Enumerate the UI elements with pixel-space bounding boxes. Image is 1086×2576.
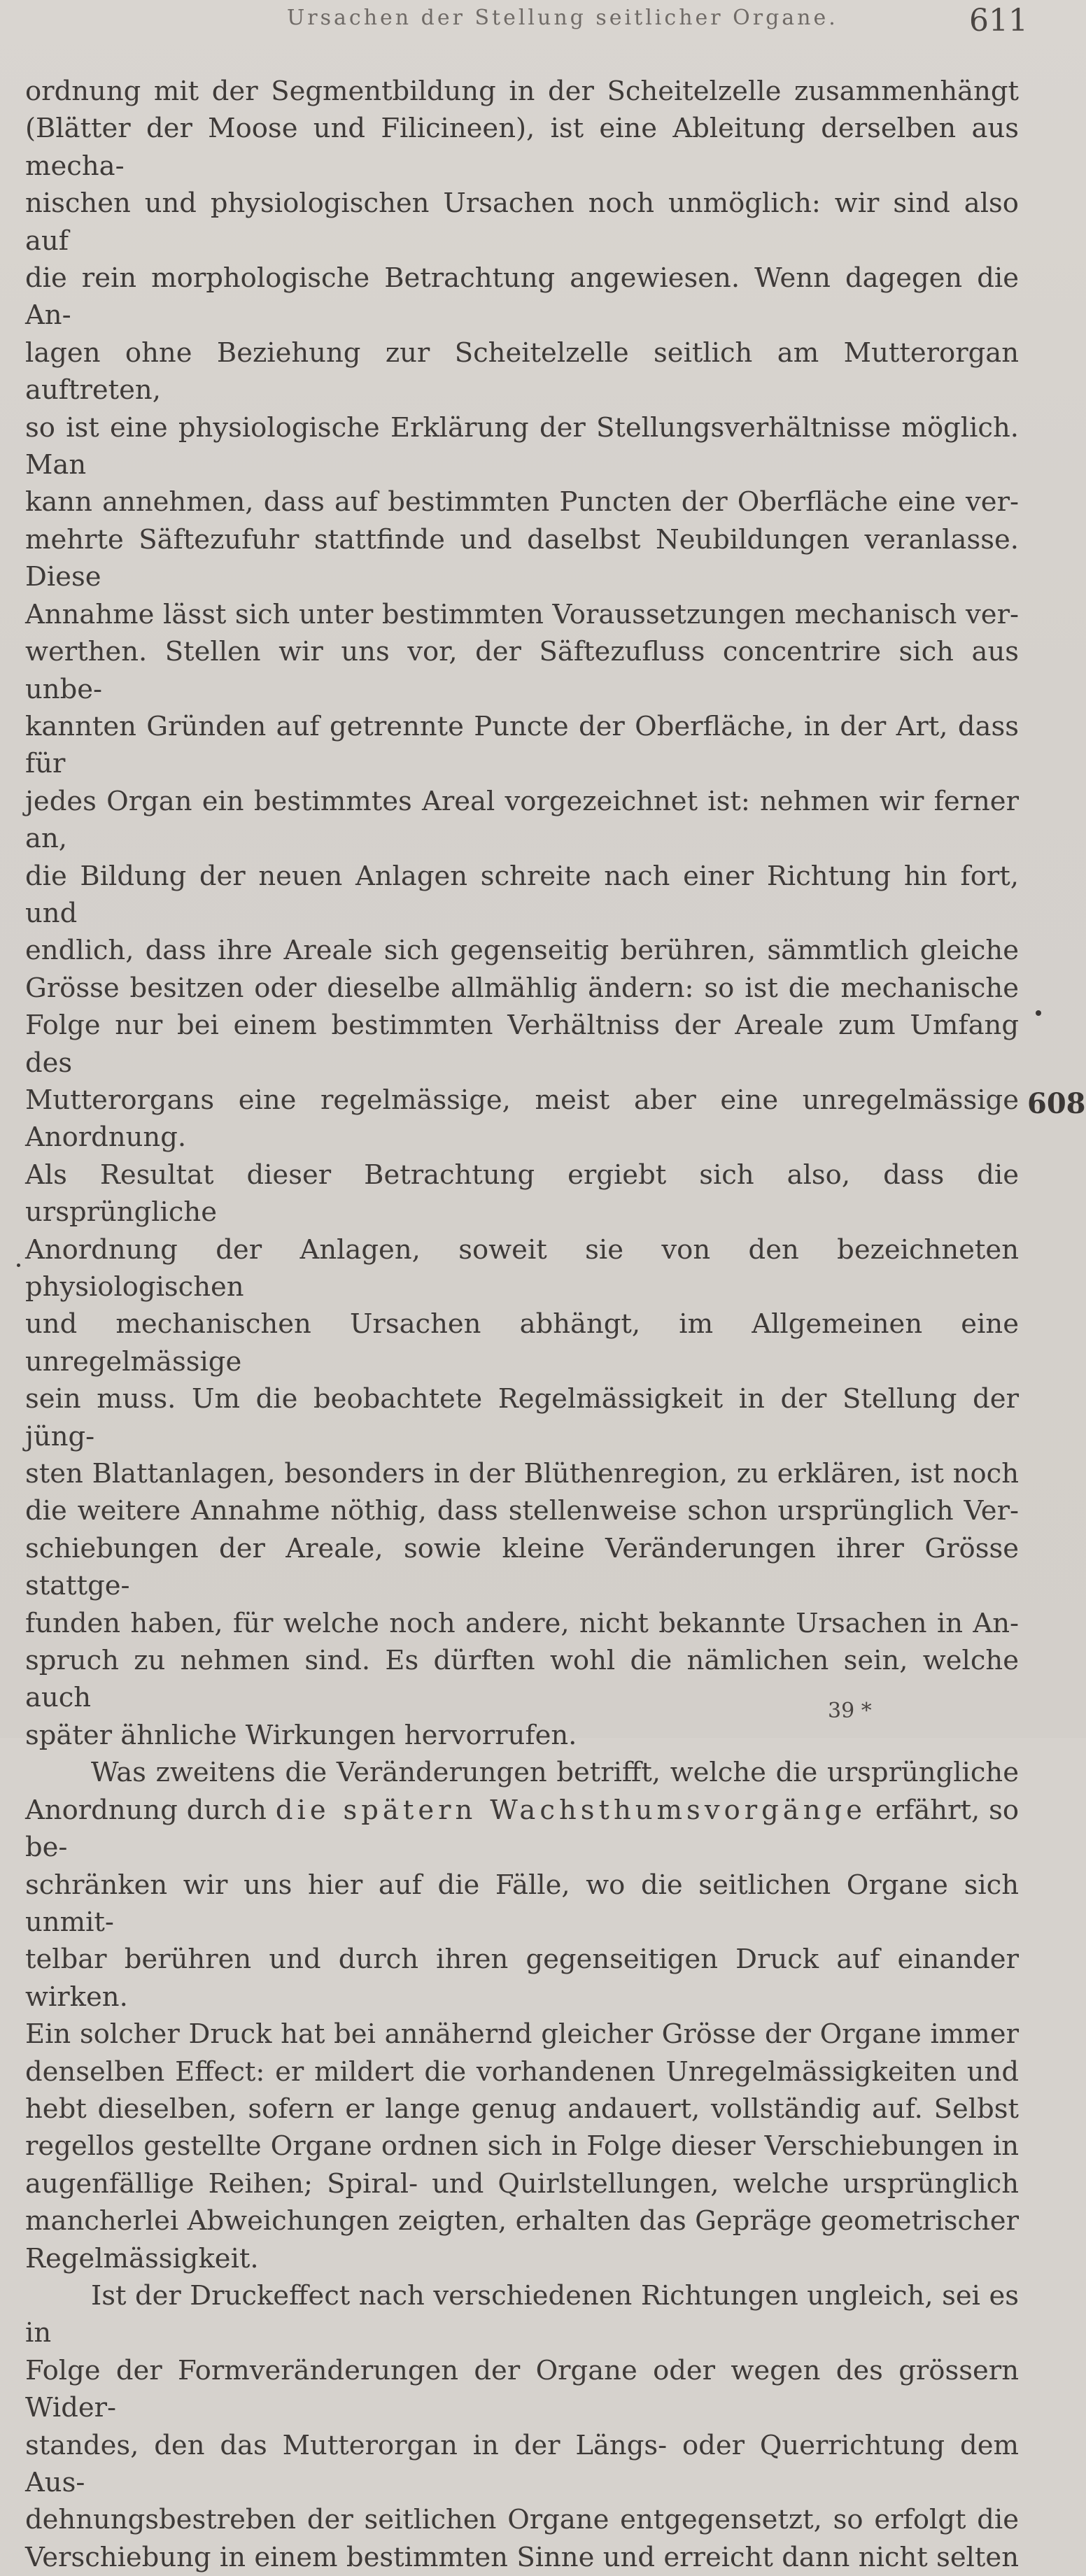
text-line: schiebungen der Areale, sowie kleine Veränderungen ihrer Grösse stattge- — [25, 1532, 1019, 1602]
text-line: sein muss. Um die beobachtete Regelmässigkeit in der Stellung der jüng- — [25, 1383, 1019, 1452]
text-line: hebt dieselben, sofern er lange genug andauert, vollständig auf. Selbst — [25, 2093, 1019, 2125]
text-line: schränken wir uns hier auf die Fälle, wo die seitlichen Organe sich unmit- — [25, 1869, 1019, 1938]
text-line: Folge der Formveränderungen der Organe oder wegen des grössern Wider- — [25, 2354, 1019, 2424]
text-line: endlich, dass ihre Areale sich gegenseitig berühren, sämmtlich gleiche — [25, 935, 1019, 967]
text-line: Anordnung der Anlagen, soweit sie von den bezeichneten physiologischen — [25, 1233, 1019, 1303]
paragraph-first-line: Was zweitens die Veränderungen betrifft, welche die ursprüngliche — [91, 1757, 1019, 1789]
text-line: regellos gestellte Organe ordnen sich in Folge dieser Verschiebungen in — [25, 2130, 1019, 2163]
signature-mark: 39 * — [828, 1699, 872, 1723]
text-line: augenfällige Reihen; Spiral- und Quirlstellungen, welche ursprünglich — [25, 2167, 1019, 2200]
margin-dot-mark — [1036, 1010, 1041, 1016]
text-line: Mutterorgans eine regelmässige, meist aber eine unregelmässige Anordnung. — [25, 1084, 1019, 1154]
text-line: standes, den das Mutterorgan in der Längs- oder Querrichtung dem Aus- — [25, 2429, 1019, 2498]
text-line: (Blätter der Moose und Filicineen), ist eine Ableitung derselben aus mecha- — [25, 113, 1019, 182]
text-line: mehrte Säftezufuhr stattfinde und daselbst Neubildungen veranlasse. Diese — [25, 523, 1019, 593]
text-line: kannten Gründen auf getrennte Puncte der Oberfläche, in der Art, dass für — [25, 710, 1019, 780]
text-line: dehnungsbestreben der seitlichen Organe entgegensetzt, so erfolgt die — [25, 2504, 1019, 2536]
text-line: Grösse besitzen oder dieselbe allmählig ändern: so ist die mechanische — [25, 972, 1019, 1004]
text-line: Als Resultat dieser Betrachtung ergiebt sich also, dass die ursprüngliche — [25, 1159, 1019, 1229]
text-line: die weitere Annahme nöthig, dass stellenweise schon ursprünglich Ver- — [25, 1495, 1019, 1527]
text-line: funden haben, für welche noch andere, nicht bekannte Ursachen in An- — [25, 1607, 1019, 1639]
text-line: telbar berühren und durch ihren gegenseitigen Druck auf einander wirken. — [25, 1944, 1019, 2013]
text-line: ordnung mit der Segmentbildung in der Scheitelzelle zusammenhängt — [25, 76, 1019, 107]
running-title: Ursachen der Stellung seitlicher Organe. — [287, 6, 838, 30]
text-line: die rein morphologische Betrachtung angewiesen. Wenn dagegen die An- — [25, 262, 1019, 332]
text-line: denselben Effect: er mildert die vorhandenen Unregelmässigkeiten und — [25, 2055, 1019, 2088]
text-line: jedes Organ ein bestimmtes Areal vorgezeichnet ist: nehmen wir ferner an, — [25, 785, 1019, 855]
text-line: spruch zu nehmen sind. Es dürften wohl die nämlichen sein, welche auch — [25, 1645, 1019, 1714]
margin-dot-mark — [17, 1264, 20, 1267]
text-span: erfährt, so be- — [25, 1794, 1020, 1864]
text-line: Regelmässigkeit. — [25, 2242, 259, 2274]
text-line: Folge nur bei einem bestimmten Verhältniss der Areale zum Umfang des — [25, 1010, 1019, 1079]
text-line: Annahme lässt sich unter bestimmten Voraussetzungen mechanisch ver- — [25, 598, 1019, 630]
text-line-with-emphasis — [25, 1792, 1019, 1867]
body-text — [25, 73, 1019, 2576]
text-line: und mechanischen Ursachen abhängt, im Allgemeinen eine unregelmässige — [25, 1308, 1019, 1378]
text-line: Verschiebung in einem bestimmten Sinne und erreicht dann nicht selten — [25, 2541, 1019, 2573]
text-line: so ist eine physiologische Erklärung der Stellungsverhältnisse möglich. Man — [25, 411, 1019, 481]
margin-section-number: 608 — [1027, 1087, 1086, 1120]
emphasized-phrase: die spätern Wachsthumsvorgänge — [275, 1794, 866, 1826]
text-line: lagen ohne Beziehung zur Scheitelzelle seitlich am Mutterorgan auftreten, — [25, 337, 1019, 406]
text-span: Anordnung durch — [25, 1794, 276, 1826]
text-line: später ähnliche Wirkungen hervorrufen. — [25, 1719, 577, 1751]
text-line: die Bildung der neuen Anlagen schreite nach einer Richtung hin fort, und — [25, 860, 1019, 929]
text-line: nischen und physiologischen Ursachen noch unmöglich: wir sind also auf — [25, 187, 1019, 257]
text-line: werthen. Stellen wir uns vor, der Säftezufluss concentrire sich aus unbe- — [25, 636, 1019, 705]
text-line: sten Blattanlagen, besonders in der Blüthenregion, zu erklären, ist noch — [25, 1458, 1019, 1490]
text-line: mancherlei Abweichungen zeigten, erhalten das Gepräge geometrischer — [25, 2205, 1019, 2237]
page-number: 611 — [969, 3, 1028, 38]
text-line: Ein solcher Druck hat bei annähernd gleicher Grösse der Organe immer — [25, 2018, 1019, 2051]
paragraph-first-line: Ist der Druckeffect nach verschiedenen Richtungen ungleich, sei es in — [25, 2279, 1019, 2349]
text-line: kann annehmen, dass auf bestimmten Puncten der Oberfläche eine ver- — [25, 486, 1019, 518]
